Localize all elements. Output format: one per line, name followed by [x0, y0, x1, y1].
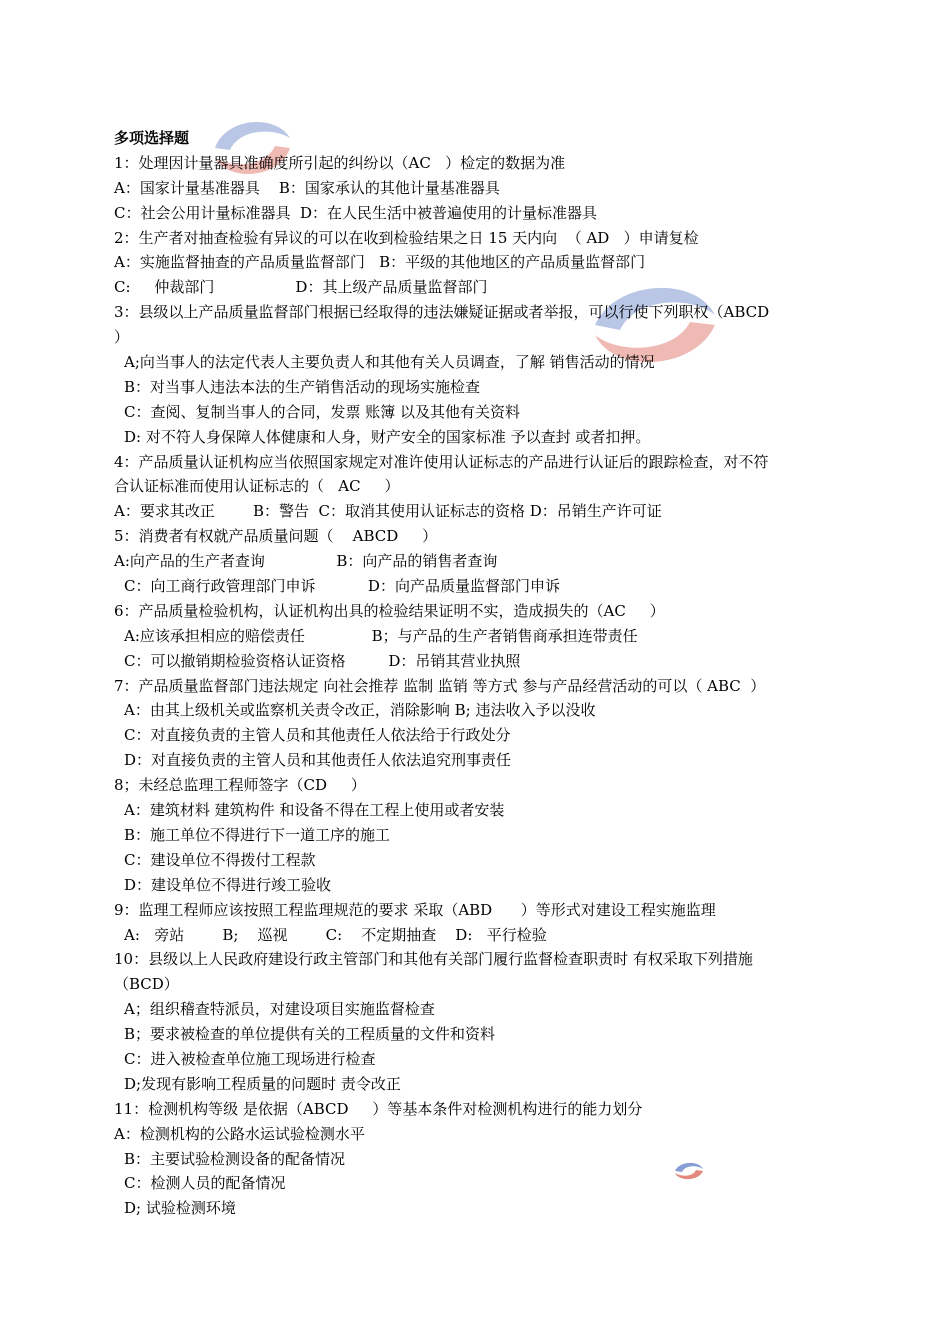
- text-line: C：社会公用计量标准器具 D：在人民生活中被普遍使用的计量标准器具: [114, 203, 598, 222]
- document-body: [114, 126, 844, 1221]
- text-line: 9：监理工程师应该按照工程监理规范的要求 采取（ABD ）等形式对建设工程实施监理: [114, 900, 716, 919]
- text-line: A：检测机构的公路水运试验检测水平: [114, 1124, 365, 1143]
- document-title: 多项选择题: [114, 129, 190, 147]
- text-line: A: 旁站 B; 巡视 C: 不定期抽查 D: 平行检验: [124, 925, 547, 944]
- text-line: 10：县级以上人民政府建设行政主管部门和其他有关部门履行监督检查职责时 有权采取下列措施: [114, 950, 753, 969]
- text-line: C：可以撤销期检验资格认证资格 D：吊销其营业执照: [124, 651, 521, 670]
- text-line: A:向产品的生产者查询 B：向产品的销售者查询: [114, 552, 498, 571]
- text-line: 6：产品质量检验机构，认证机构出具的检验结果证明不实，造成损失的（AC ）: [114, 601, 665, 620]
- text-line: D：建设单位不得进行竣工验收: [124, 875, 332, 894]
- text-line: B；要求被检查的单位提供有关的工程质量的文件和资料: [124, 1025, 496, 1044]
- text-line: B：对当事人违法本法的生产销售活动的现场实施检查: [124, 377, 481, 396]
- text-line: 2：生产者对抽查检验有异议的可以在收到检验结果之日 15 天内向 （ AD ）申请复检: [114, 228, 699, 247]
- text-line: A；组织稽查特派员，对建设项目实施监督检查: [124, 1000, 435, 1019]
- text-line: 5：消费者有权就产品质量问题（ ABCD ）: [114, 527, 438, 546]
- text-line: D：对直接负责的主管人员和其他责任人依法追究刑事责任: [124, 751, 512, 770]
- text-line: C：查阅、复制当事人的合同，发票 账簿 以及其他有关资料: [124, 402, 521, 421]
- text-line: A：建筑材料 建筑构件 和设备不得在工程上使用或者安装: [124, 801, 505, 820]
- text-line: 4：产品质量认证机构应当依照国家规定对准许使用认证标志的产品进行认证后的跟踪检查，对不符: [114, 452, 769, 471]
- text-line: A;向当事人的法定代表人主要负责人和其他有关人员调查，了解 销售活动的情况: [124, 353, 655, 372]
- text-line: B：施工单位不得进行下一道工序的施工: [124, 825, 391, 844]
- text-line: 合认证标准而使用认证标志的（ AC ）: [114, 477, 400, 496]
- text-line: C：对直接负责的主管人员和其他责任人依法给于行政处分: [124, 726, 511, 745]
- text-line: A：要求其改正 B：警告 C：取消其使用认证标志的资格 D：吊销生产许可证: [114, 502, 662, 521]
- text-line: B：主要试验检测设备的配备情况: [124, 1149, 346, 1168]
- text-line: 7：产品质量监督部门违法规定 向社会推荐 监制 监销 等方式 参与产品经营活动的可以（ ABC ）: [114, 676, 766, 695]
- text-line: ）: [114, 328, 130, 347]
- text-line: 11：检测机构等级 是依据（ABCD ）等基本条件对检测机构进行的能力划分: [114, 1099, 643, 1118]
- text-line: 3：县级以上产品质量监督部门根据已经取得的违法嫌疑证据或者举报，可以行使下列职权（ABCD: [114, 303, 770, 322]
- text-line: D; 试验检测环境: [124, 1199, 236, 1218]
- text-line: C：向工商行政管理部门申诉 D：向产品质量监督部门申诉: [124, 577, 560, 596]
- text-line: （BCD）: [114, 975, 179, 994]
- text-line: D;发现有影响工程质量的问题时 责令改正: [124, 1074, 401, 1093]
- text-line: 1：处理因计量器具准确度所引起的纠纷以（AC ）检定的数据为准: [114, 153, 566, 172]
- question-list: [114, 151, 844, 1221]
- text-line: C: 仲裁部门 D：其上级产品质量监督部门: [114, 278, 488, 297]
- text-line: 8；未经总监理工程师签字（CD ）: [114, 776, 366, 795]
- text-line: A：国家计量基准器具 B：国家承认的其他计量基准器具: [114, 178, 500, 197]
- text-line: C：建设单位不得拨付工程款: [124, 850, 316, 869]
- text-line: C：进入被检查单位施工现场进行检查: [124, 1049, 376, 1068]
- text-line: C：检测人员的配备情况: [124, 1174, 286, 1193]
- text-line: A:应该承担相应的赔偿责任 B；与产品的生产者销售商承担连带责任: [124, 626, 638, 645]
- text-line: D: 对不符人身保障人体健康和人身，财产安全的国家标准 予以查封 或者扣押。: [124, 427, 651, 446]
- text-line: A：由其上级机关或监察机关责令改正，消除影响 B; 违法收入予以没收: [124, 701, 596, 720]
- text-line: A：实施监督抽查的产品质量监督部门 B：平级的其他地区的产品质量监督部门: [114, 253, 646, 272]
